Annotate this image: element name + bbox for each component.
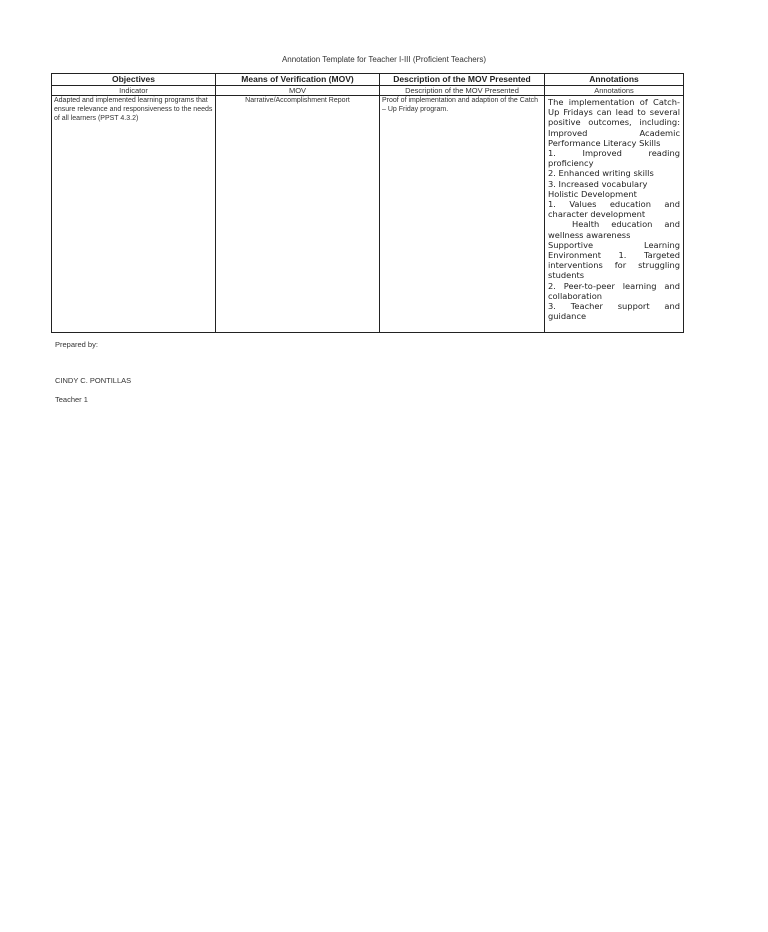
annotation-line: Holistic Development bbox=[548, 188, 637, 199]
subheader-mov: MOV bbox=[216, 86, 380, 96]
header-objectives: Objectives bbox=[52, 74, 216, 86]
annotation-line: 2. Enhanced writing skills bbox=[548, 168, 654, 179]
annotation-table bbox=[51, 73, 684, 333]
annotation-line: 3. Increased vocabulary bbox=[548, 178, 648, 189]
header-annotations: Annotations bbox=[545, 74, 684, 86]
preparer-name: CINDY C. PONTILLAS bbox=[55, 376, 132, 385]
annotation-line: 3. Teacher support and guidance bbox=[548, 301, 680, 322]
subheader-indicator: Indicator bbox=[52, 86, 216, 96]
annotation-line: The implementation of Catch-Up Fridays can lead to several positive outcomes, including: Improved Academic Performance Literacy Skills bbox=[548, 97, 680, 148]
page-title: Annotation Template for Teacher I-III (Proficient Teachers) bbox=[281, 55, 487, 64]
header-row bbox=[52, 74, 684, 86]
annotation-line: Supportive Learning Environment 1. Targeted interventions for struggling students bbox=[548, 239, 680, 281]
header-description: Description of the MOV Presented bbox=[380, 74, 545, 86]
preparer-position: Teacher 1 bbox=[55, 395, 88, 404]
header-mov: Means of Verification (MOV) bbox=[216, 74, 380, 86]
annotation-line: 1. Improved reading proficiency bbox=[548, 148, 680, 169]
objective-cell: Adapted and implemented learning programs that ensure relevance and responsiveness to the needs of all learners (PPST 4.3.2) bbox=[52, 96, 216, 333]
annotation-line: Health education and wellness awareness bbox=[548, 219, 683, 240]
annotation-line: 1. Values education and character development bbox=[548, 199, 680, 220]
subheader-annotations: Annotations bbox=[545, 86, 684, 96]
prepared-by-label: Prepared by: bbox=[55, 340, 98, 349]
mov-cell: Narrative/Accomplishment Report bbox=[216, 96, 380, 333]
subheader-row bbox=[52, 86, 684, 96]
annotations-cell bbox=[545, 96, 684, 333]
subheader-description: Description of the MOV Presented bbox=[380, 86, 545, 96]
annotation-line: 2. Peer-to-peer learning and collaboration bbox=[548, 280, 680, 301]
table-row bbox=[52, 96, 684, 333]
description-cell: Proof of implementation and adaption of the Catch – Up Friday program. bbox=[380, 96, 545, 333]
